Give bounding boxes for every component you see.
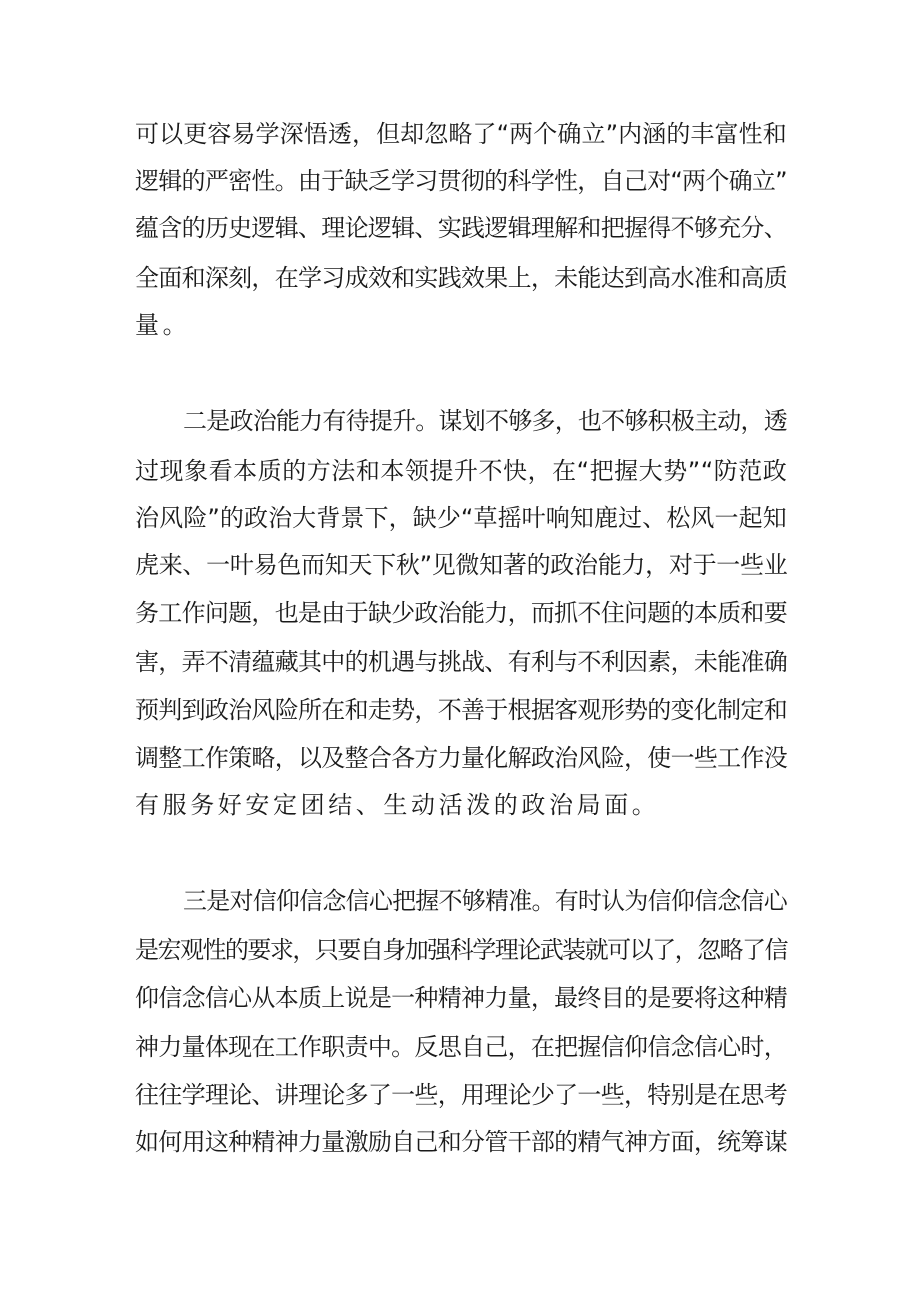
paragraph-3-line-5: 往往学理论、讲理论多了一些，用理论少了一些，特别是在思考 <box>135 1081 787 1109</box>
paragraph-1-line-5: 量。 <box>135 311 191 339</box>
paragraph-2-line-4: 虎来、一叶易色而知天下秋”见微知著的政治能力，对于一些业 <box>135 551 788 579</box>
paragraph-3-line-1: 三是对信仰信念信心把握不够精准。有时认为信仰信念信心 <box>183 887 787 915</box>
paragraph-1-line-3: 蕴含的历史逻辑、理论逻辑、实践逻辑理解和把握得不够充分、 <box>135 214 787 242</box>
paragraph-2-line-9: 有服务好安定团结、生动活泼的政治局面。 <box>135 791 660 819</box>
paragraph-2-line-6: 害，弄不清蕴藏其中的机遇与挑战、有利与不利因素，未能准确 <box>135 648 787 676</box>
paragraph-2-line-2: 过现象看本质的方法和本领提升不快，在“把握大势”“防范政 <box>135 457 788 485</box>
paragraph-2-line-5: 务工作问题，也是由于缺少政治能力，而抓不住问题的本质和要 <box>135 599 787 627</box>
paragraph-1-line-2: 逻辑的严密性。由于缺乏学习贯彻的科学性，自己对“两个确立” <box>135 167 787 195</box>
paragraph-1-line-1: 可以更容易学深悟透，但却忽略了“两个确立”内涵的丰富性和 <box>135 120 787 148</box>
paragraph-2-line-7: 预判到政治风险所在和走势，不善于根据客观形势的变化制定和 <box>135 696 787 724</box>
paragraph-1-line-4: 全面和深刻，在学习成效和实践效果上，未能达到高水准和高质 <box>135 264 787 292</box>
paragraph-3-line-4: 神力量体现在工作职责中。反思自己，在把握信仰信念信心时， <box>135 1033 787 1061</box>
paragraph-2-line-8: 调整工作策略，以及整合各方力量化解政治风险，使一些工作没 <box>135 744 787 772</box>
paragraph-2-line-1: 二是政治能力有待提升。谋划不够多，也不够积极主动，透 <box>183 407 787 435</box>
paragraph-3-line-3: 仰信念信心从本质上说是一种精神力量，最终目的是要将这种精 <box>135 984 787 1012</box>
paragraph-3-line-6: 如何用这种精神力量激励自己和分管干部的精气神方面，统筹谋 <box>135 1128 787 1156</box>
paragraph-2-line-3: 治风险”的政治大背景下，缺少“草摇叶响知鹿过、松风一起知 <box>135 504 787 532</box>
paragraph-3-line-2: 是宏观性的要求，只要自身加强科学理论武装就可以了，忽略了信 <box>135 936 787 964</box>
